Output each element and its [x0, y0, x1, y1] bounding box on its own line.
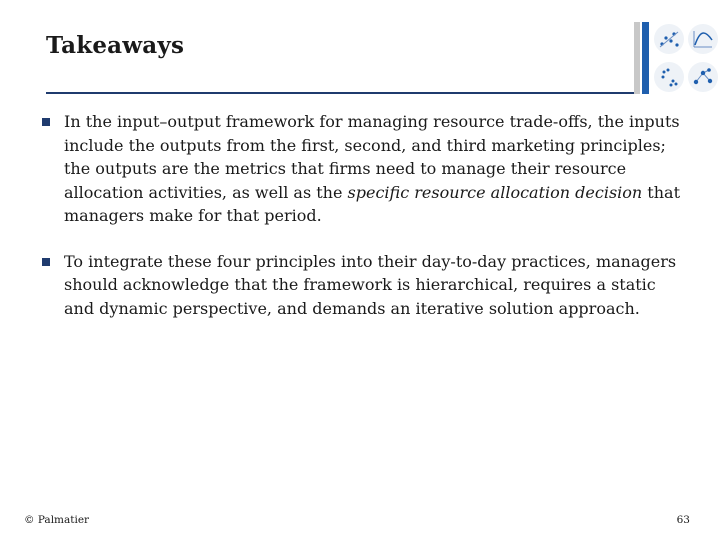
curve-chart-icon — [688, 24, 718, 54]
page-number: 63 — [676, 514, 690, 526]
bullet-text-part: that managers make for that period. — [64, 182, 681, 225]
bullet-text-part: In the input–output framework for managing resource trade-offs, the inputs include the outputs from the first, second, and third marketing principles; the outputs are the metrics that firms need to manage their resource allocation activities, as well as the — [64, 112, 680, 202]
bullet-item — [40, 250, 680, 321]
cluster-icon — [654, 62, 684, 92]
scatter-chart-icon — [654, 24, 684, 54]
bullet-text: To integrate these four principles into their day-to-day practices, managers should acknowledge that the framework is hierarchical, requires a static and dynamic perspective, and demands an iterative solution approach. — [64, 251, 677, 318]
bullet-item — [40, 110, 680, 228]
decor-icons — [652, 22, 720, 96]
slide-title: Takeaways — [46, 32, 185, 59]
copyright-text: © Palmatier — [24, 514, 90, 526]
title-divider — [46, 92, 636, 94]
bullet-emphasis: specific resource allocation decision — [347, 182, 643, 202]
bullet-text — [64, 112, 680, 225]
bullet-marker — [42, 258, 50, 266]
bullet-marker — [42, 118, 50, 126]
bullet-list — [40, 110, 680, 342]
decor-bar-blue — [642, 22, 649, 94]
network-icon — [688, 62, 718, 92]
decor-bar-gray — [634, 22, 640, 94]
